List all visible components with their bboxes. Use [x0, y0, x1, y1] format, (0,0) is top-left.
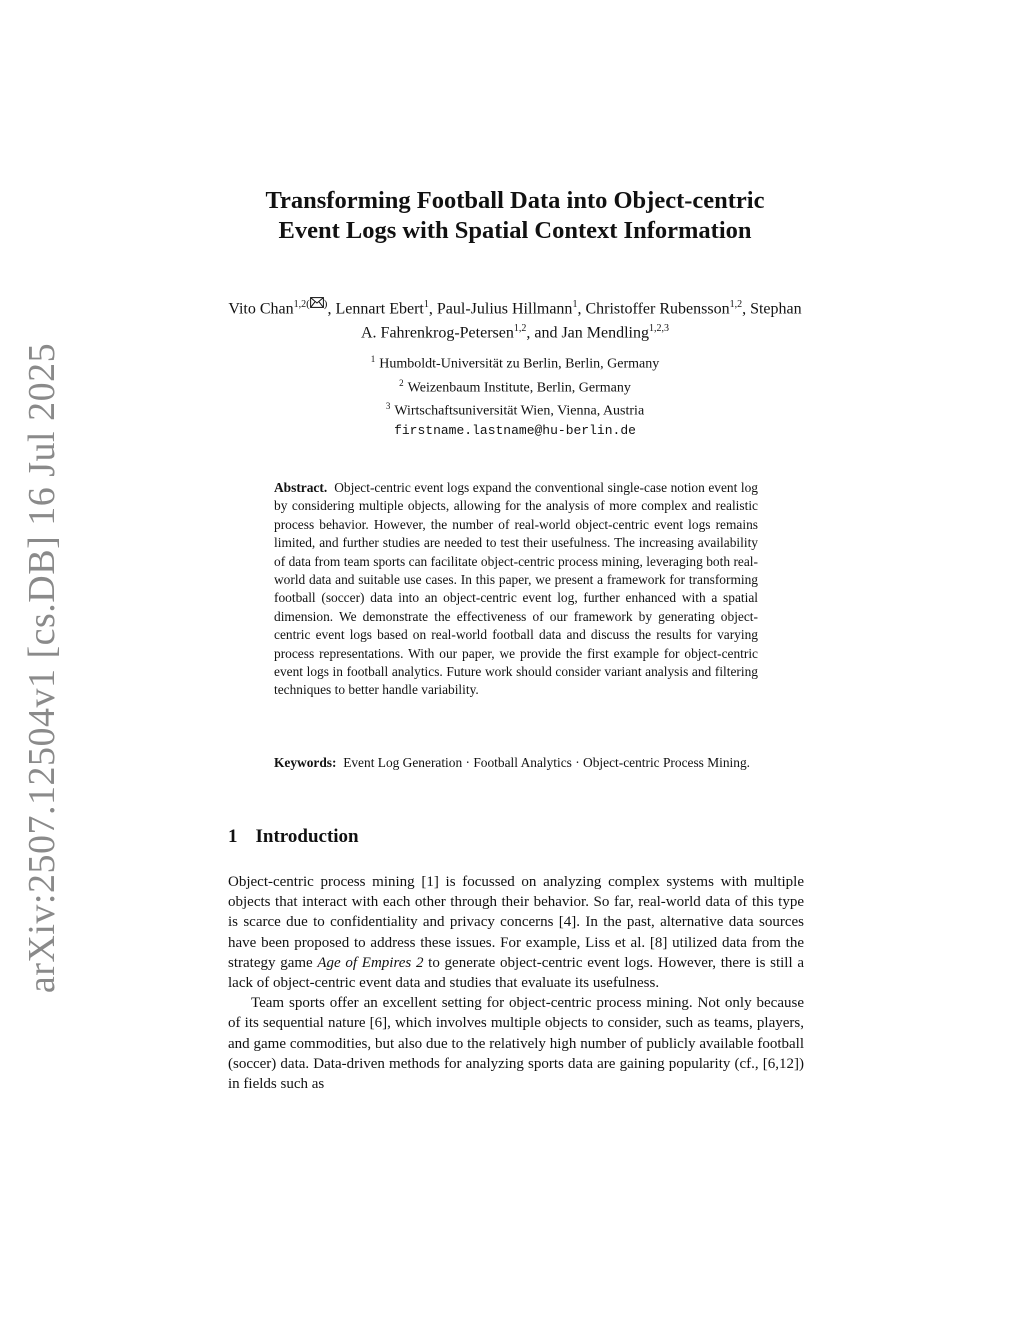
author-affil-sup: 1,2: [293, 299, 307, 310]
affiliation-sup: 2: [399, 377, 404, 388]
author-affil-sup: 1,2: [729, 299, 743, 310]
author-affil-sup: 1: [572, 299, 578, 310]
author-name: Vito Chan: [228, 300, 294, 318]
author-name: , Stephan A. Fahrenkrog-Petersen: [361, 300, 802, 342]
affiliations: [228, 350, 802, 440]
arxiv-identifier-text: arXiv:2507.12504v1 [cs.DB] 16 Jul 2025: [21, 342, 63, 994]
paragraph-text: to generate object-centric event logs. However, there is still a lack of object-centric event data and studies that evaluate its usefulness.: [228, 954, 804, 992]
body-text: [228, 872, 804, 1094]
paper-title: [228, 186, 802, 246]
title-line-2: Event Logs with Spatial Context Information: [278, 217, 752, 244]
envelope-icon: ( ): [306, 298, 328, 310]
affiliation-sup: 1: [370, 354, 376, 364]
abstract-label: Abstract.: [274, 480, 328, 495]
section-heading: [228, 826, 359, 848]
author-name: , Christoffer Rubensson: [577, 300, 730, 318]
abstract-text: Object-centric event logs expand the conventional single-case notion event log by considering multiple objects, allowing for the analysis of more complex and realistic process behavior. However, the number of real-world object-centric event logs remains limited, and further studies are needed to test their usefulness. The increasing availability of data from team sports can facilitate object-centric process mining, leveraging both real-world data and suitable use cases. In this paper, we present a framework for transforming football (soccer) data into an object-centric event log, further enhanced with a spatial dimension. We demonstrate the effectiveness of our framework by generating object-centric event logs based on real-world football data and discuss the results for varying process representations. With our paper, we provide the first example for object-centric event logs in football analytics. Future work should consider variant analysis and filtering techniques to better handle variability.: [274, 480, 758, 698]
game-title-italic: Age of Empires 2: [317, 954, 424, 971]
author-list: [228, 294, 802, 344]
section-title: Introduction: [255, 826, 359, 847]
author-name: , and Jan Mendling: [526, 324, 649, 342]
keywords-label: Keywords:: [274, 755, 337, 770]
affiliation-sup: 3: [385, 401, 391, 412]
paragraph-2: Team sports offer an excellent setting for object-centric process mining. Not only because of its sequential nature [6], which involves multiple objects to consider, such as teams, players, and game commodities, but also due to the relatively high number of publicly available football (soccer) data. Data-driven methods for analyzing sports data are gaining popularity (cf., [6,12]) in fields such as: [228, 995, 804, 1093]
author-affil-sup: 1,2,3: [649, 323, 669, 335]
paragraph-1: [228, 872, 804, 993]
keywords: [274, 754, 758, 772]
title-line-1: Transforming Football Data into Object-centric: [265, 187, 765, 214]
contact-email: firstname.lastname@hu-berlin.de: [394, 422, 636, 438]
abstract: [274, 479, 758, 700]
author-affil-sup: 1,2: [513, 323, 527, 335]
affiliation-text: Weizenbaum Institute, Berlin, Germany: [407, 380, 631, 396]
affiliation-1: [228, 350, 802, 374]
author-name: , Paul-Julius Hillmann: [428, 300, 573, 318]
section-number: 1: [228, 826, 238, 847]
paragraph-text: Object-centric process mining [1] is focussed on analyzing complex systems with multiple objects that interact with each other through their behavior. So far, real-world data of this type is scarce due to confidentiality and privacy concerns [4]. In the past, alternative data sources have been proposed to address these issues. For example, Liss et al. [8] utilized data from the strategy game: [228, 874, 804, 971]
author-affil-sup: 1: [423, 299, 429, 310]
affiliation-text: Humboldt-Universität zu Berlin, Berlin, Germany: [379, 356, 660, 372]
keywords-text: Event Log Generation · Football Analytics · Object-centric Process Mining.: [343, 755, 751, 770]
affiliation-2: [228, 374, 802, 398]
affiliation-3: [228, 397, 802, 421]
affiliation-text: Wirtschaftsuniversität Wien, Vienna, Austria: [394, 403, 645, 419]
author-name: , Lennart Ebert: [327, 300, 424, 318]
